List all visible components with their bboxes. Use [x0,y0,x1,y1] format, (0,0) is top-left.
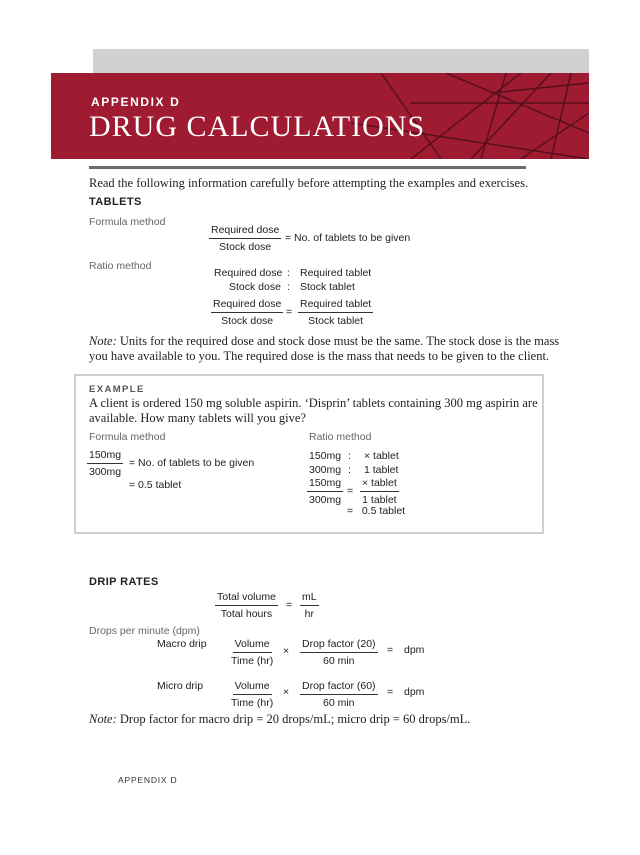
fraction-numerator: 150mg [87,449,123,464]
fraction-denominator: Stock tablet [308,315,364,327]
macro-dpm: dpm [404,644,425,656]
fraction-denominator: Time (hr) [231,655,274,667]
ratio-fraction-right [298,298,373,327]
ratio-row2-left: Stock dose [229,281,281,293]
banner-subtitle: APPENDIX D [91,95,181,109]
note-text: Drop factor for macro drip = 20 drops/mL; micro drip = 60 drops/mL. [116,712,471,726]
fraction-denominator: hr [304,608,314,620]
example-ratio-r2-right: 1 tablet [364,464,399,476]
example-ratio-fraction-right [360,477,399,506]
ratio-row1-left: Required dose [214,267,283,279]
tablets-heading: TABLETS [89,196,142,208]
fraction-numerator: Required dose [209,224,281,239]
fraction-denominator: Time (hr) [231,697,274,709]
micro-times-sign: × [283,686,290,698]
chapter-banner [51,73,589,159]
header-gray-bar [93,49,589,73]
ratio-row1-colon: : [287,267,290,279]
example-text-line1: A client is ordered 150 mg soluble aspirin. ‘Disprin’ tablets containing 300 mg aspirin are [89,396,538,410]
micro-volume-fraction [229,680,275,709]
example-ratio-fraction-left [307,477,343,506]
tablets-formula-fraction [209,224,281,253]
ratio-fraction-left [211,298,283,327]
drip-main-fraction [215,591,278,620]
drip-main-equals: = [286,599,293,611]
fraction-denominator: Stock dose [221,315,274,327]
header-rule [89,166,526,169]
example-ratio-r1-colon: : [348,450,351,462]
ratio-row2-colon: : [287,281,290,293]
fraction-denominator: 1 tablet [362,494,397,506]
example-ratio-r1-left: 150mg [309,450,342,462]
note-label: Note: [89,334,117,348]
note-label: Note: [89,712,117,726]
fraction-numerator: mL [300,591,319,606]
example-ratio-r2-left: 300mg [309,464,342,476]
example-ratio-r2-colon: : [348,464,351,476]
micro-drip-label: Micro drip [157,680,204,692]
fraction-numerator: Drop factor (60) [300,680,378,695]
fraction-denominator: 60 min [323,655,355,667]
fraction-numerator: × tablet [360,477,399,492]
macro-times-sign: × [283,645,290,657]
fraction-denominator: Stock dose [219,241,272,253]
note-units-line1 [89,334,559,349]
macro-volume-fraction [229,638,275,667]
fraction-numerator: 150mg [307,477,343,492]
example-ratio-answer: = 0.5 tablet [347,505,406,517]
example-ratio-r1-right: × tablet [364,450,399,462]
dpm-label: Drops per minute (dpm) [89,625,200,637]
example-formula-answer: = 0.5 tablet [129,479,182,491]
fraction-numerator: Required tablet [298,298,373,313]
tablets-ratio-label: Ratio method [89,260,152,272]
example-text-line2: available. How many tablets will you give? [89,411,306,425]
example-formula-result: = No. of tablets to be given [129,457,255,469]
ratio-row1-right: Required tablet [300,267,372,279]
macro-factor-fraction [300,638,378,667]
fraction-numerator: Volume [233,680,272,695]
micro-equals: = [387,686,394,698]
banner-title: DRUG CALCULATIONS [89,110,426,143]
fraction-denominator: 300mg [89,466,122,478]
note-text: Units for the required dose and stock dose must be the same. The stock dose is the mass [116,334,560,348]
example-formula-fraction [87,449,123,478]
fraction-numerator: Drop factor (20) [300,638,378,653]
drip-main-result-fraction [300,591,319,620]
ratio-row2-right: Stock tablet [300,281,355,293]
fraction-denominator: 300mg [309,494,342,506]
fraction-denominator: Total hours [220,608,273,620]
intro-text: Read the following information carefully before attempting the examples and exercises. [89,176,529,190]
macro-drip-label: Macro drip [157,638,207,650]
fraction-denominator: 60 min [323,697,355,709]
ratio-fraction-equals: = [286,306,293,318]
tablets-formula-result: = No. of tablets to be given [285,232,411,244]
note-drop-factor [89,712,470,727]
drip-heading: DRIP RATES [89,576,159,588]
fraction-numerator: Volume [233,638,272,653]
page-footer: APPENDIX D [118,775,178,785]
tablets-formula-label: Formula method [89,216,166,228]
fraction-numerator: Total volume [215,591,278,606]
example-ratio-label: Ratio method [309,431,372,443]
example-ratio-fraction-equals: = [347,485,354,497]
micro-factor-fraction [300,680,378,709]
micro-dpm: dpm [404,686,425,698]
example-formula-label: Formula method [89,431,166,443]
note-units-line2: you have available to you. The required dose is the mass that needs to be given to the client. [89,349,550,363]
example-heading: EXAMPLE [89,384,145,395]
fraction-numerator: Required dose [211,298,283,313]
macro-equals: = [387,644,394,656]
